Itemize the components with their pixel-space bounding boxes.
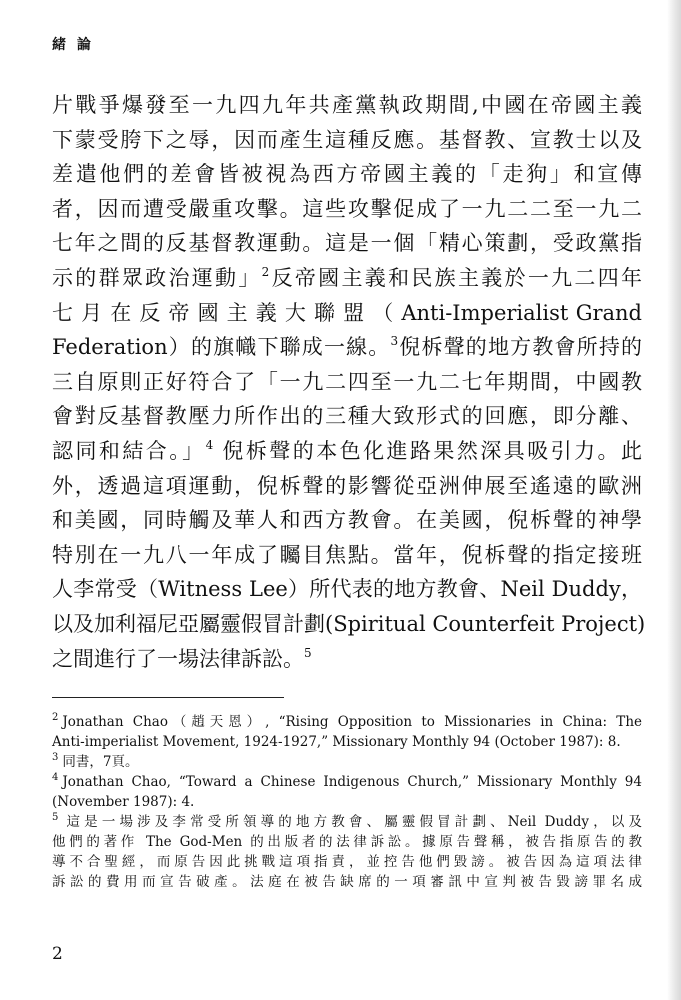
body-line: 三自原則正好符合了「一九二四至一九二七年期間，中國教 [52, 369, 642, 394]
body-line: 以及加利福尼亞屬靈假冒計劃(Spiritual Counterfeit Project) [52, 611, 646, 636]
body-line: 片戰爭爆發至一九四九年共產黨執政期間,中國在帝國主義 [52, 93, 642, 117]
footnote-number: 5 [52, 812, 59, 823]
body-line: 特別在一九八一年成了矚目焦點。當年，倪柝聲的指定接班 [52, 542, 642, 567]
body-line: 差遣他們的差會皆被視為西方帝國主義的「走狗」和宣傳 [52, 162, 642, 187]
footnote-number: 3 [52, 752, 59, 763]
page-edge-shadow [667, 0, 681, 1000]
footnote-separator [52, 697, 284, 698]
body-line: 和美國，同時觸及華人和西方教會。在美國，倪柝聲的神學 [52, 508, 642, 533]
footnote-ref-4: 4 [205, 437, 214, 452]
body-line: 者，因而遭受嚴重攻擊。這些攻擊促成了一九二二至一九二 [52, 196, 642, 221]
running-head: 緒 論 [52, 37, 94, 53]
body-line: 示的群眾政治運動」$^2$反帝國主義和民族主義於一九二四年 [52, 264, 643, 290]
body-line: Federation）的旗幟下聯成一線。$^3$倪柝聲的地方教會所持的 [52, 334, 642, 360]
footnote-2: $^2$ Jonathan Chao（趙天恩）, “Rising Opposition to Missionaries in China: The Anti-imperialist Movement, 1924-1927,” Missionary Monthly 94 (October 1987): 8. [52, 712, 642, 750]
footnotes [52, 712, 642, 892]
body-line: 會對反基督教壓力所作出的三種大致形式的回應，即分離、 [52, 404, 642, 429]
body-line: 認同和結合。」$^4$ 倪柝聲的本色化進路果然深具吸引力。此 [52, 437, 642, 463]
body-line: 下蒙受胯下之辱，因而產生這種反應。基督教、宣教士以及 [52, 127, 642, 152]
footnote-ref-2: 2 [261, 264, 270, 279]
body-line: 七年之間的反基督教運動。這是一個「精心策劃，受政黨指 [52, 231, 642, 256]
page-number: 2 [52, 944, 63, 964]
footnote-5: $^5$ 這是一場涉及李常受所領導的地方教會、屬靈假冒計劃、Neil Duddy，以及 他們的著作 The God-Men 的出版者的法律訴訟。據原告聲稱，被告指原告的教 導不合聖經，而原告因此挑戰這項指責，並控告他們毀謗。被告因為這項法律 訴訟的費用而宣告破產。法庭在被告缺席的一項審訊中宣判被告毀謗罪名成 [52, 812, 642, 890]
body-line: 之間進行了一場法律訴訟。$^5$ [52, 645, 312, 671]
footnote-number: 4 [52, 772, 59, 783]
footnote-ref-5: 5 [304, 645, 312, 660]
body-line: 外，透過這項運動，倪柝聲的影響從亞洲伸展至遙遠的歐洲 [52, 473, 642, 498]
body-line: 七 月 在 反 帝 國 主 義 大 聯 盟 （ Anti-Imperialist Grand [52, 300, 642, 325]
footnote-ref-3: 3 [390, 334, 399, 349]
body-line: 人李常受（Witness Lee）所代表的地方教會、Neil Duddy， [52, 577, 642, 602]
footnote-3: $^3$ 同書，7頁。 [52, 752, 139, 770]
body-text [52, 88, 646, 676]
footnote-4: $^4$ Jonathan Chao, “Toward a Chinese Indigenous Church,” Missionary Monthly 94 (November 1987): 4. [52, 772, 642, 810]
footnote-number: 2 [52, 712, 59, 723]
